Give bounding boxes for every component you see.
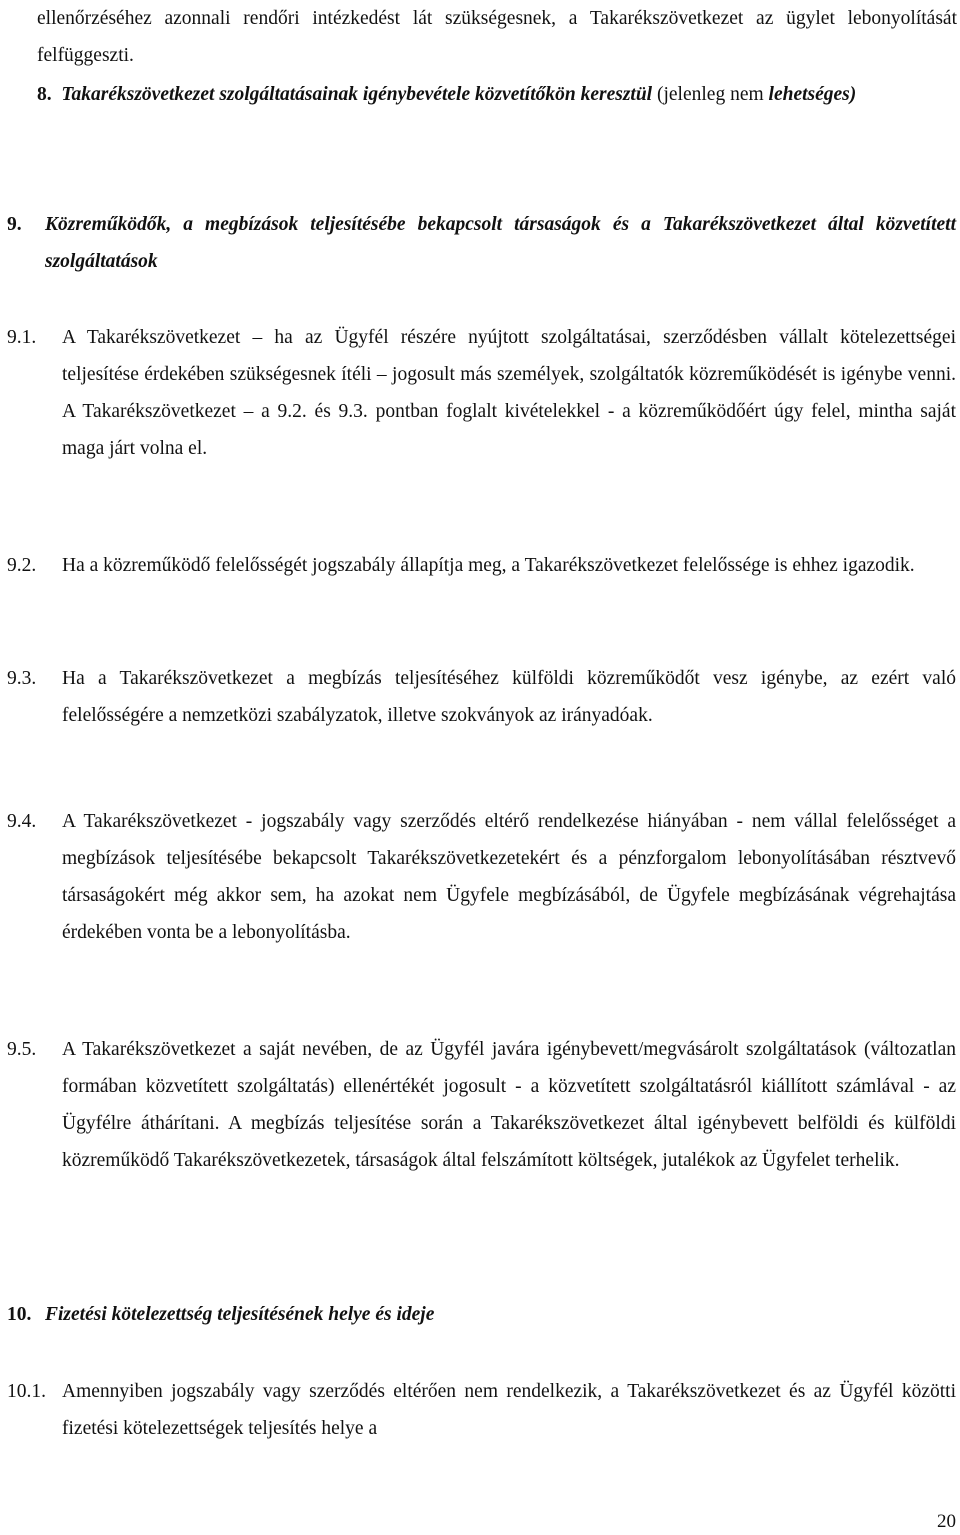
- paragraph-10-1-text: Amennyiben jogszabály vagy szerződés eltérően nem rendelkezik, a Takarékszövetkezet és az Ügyfél közötti fizetési kötelezettségek teljesítés helye a: [62, 1381, 956, 1439]
- section-8-heading: [37, 76, 957, 113]
- paragraph-9-5-text: A Takarékszövetkezet a saját nevében, de az Ügyfél javára igénybevett/megvásárolt szolgáltatások (változatlan formában közvetített szolgáltatás) ellenértékét jogosult - a közvetített szolgáltatásról kiállított számlával - az Ügyfélre áthárítani. A megbízás teljesítése során a Takarékszövetkezet által igénybevett belföldi és külföldi közreműködő Takarékszövetkezetek, társaságok által felszámított költségek, jutalékok az Ügyfelet terhelik.: [62, 1039, 956, 1171]
- section-8-number: 8.: [37, 84, 52, 105]
- page-number: 20: [937, 1511, 956, 1532]
- paragraph-9-2-text: Ha a közreműködő felelősségét jogszabály állapítja meg, a Takarékszövetkezet felelőssége is ehhez igazodik.: [62, 555, 915, 576]
- paragraph-9-5-number: 9.5.: [7, 1039, 37, 1060]
- paragraph-9-3-text: Ha a Takarékszövetkezet a megbízás teljesítéséhez külföldi közreműködőt vesz igénybe, az ezért való felelősségére a nemzetközi szabályzatok, illetve szokványok az irányadóak.: [62, 668, 956, 726]
- section-8-title: Takarékszövetkezet szolgáltatásainak igénybevétele közvetítőkön keresztül: [61, 84, 653, 105]
- paragraph-9-1-text: A Takarékszövetkezet – ha az Ügyfél részére nyújtott szolgáltatásai, szerződésben vállalt kötelezettségei teljesítése érdekében szükségesnek ítéli – jogosult más személyek, szolgáltatók közreműködését is igénybe venni. A Takarékszövetkezet – a 9.2. és 9.3. pontban foglalt kivételekkel - a közreműködőért úgy felel, mintha saját maga járt volna el.: [62, 327, 956, 459]
- continuation-paragraph: ellenőrzéséhez azonnali rendőri intézkedést lát szükségesnek, a Takarékszövetkezet az ügylet lebonyolítását felfüggeszti.: [37, 8, 957, 66]
- paragraph-10-1-number: 10.1.: [7, 1381, 46, 1402]
- section-10-number: 10.: [7, 1304, 32, 1325]
- section-8-note-end: lehetséges): [768, 84, 857, 105]
- paragraph-9-2-number: 9.2.: [7, 555, 37, 576]
- paragraph-9-3-number: 9.3.: [7, 668, 37, 689]
- paragraph-9-1-number: 9.1.: [7, 327, 37, 348]
- section-9-title: Közreműködők, a megbízások teljesítésébe bekapcsolt társaságok és a Takarékszövetkezet által közvetített szolgáltatások: [45, 214, 956, 272]
- section-10-title: Fizetési kötelezettség teljesítésének helye és ideje: [45, 1304, 435, 1325]
- section-8-note: (jelenleg nem: [656, 84, 764, 105]
- section-9-number: 9.: [7, 214, 22, 235]
- paragraph-9-4-number: 9.4.: [7, 811, 37, 832]
- paragraph-9-4-text: A Takarékszövetkezet - jogszabály vagy szerződés eltérő rendelkezése hiányában - nem vállal felelősséget a megbízások teljesítésébe bekapcsolt Takarékszövetkezetekért és a pénzforgalom lebonyolításában résztvevő társaságokért még akkor sem, ha azokat nem Ügyfele megbízásából, de Ügyfele megbízásának végrehajtása érdekében vonta be a lebonyolításba.: [62, 811, 956, 943]
